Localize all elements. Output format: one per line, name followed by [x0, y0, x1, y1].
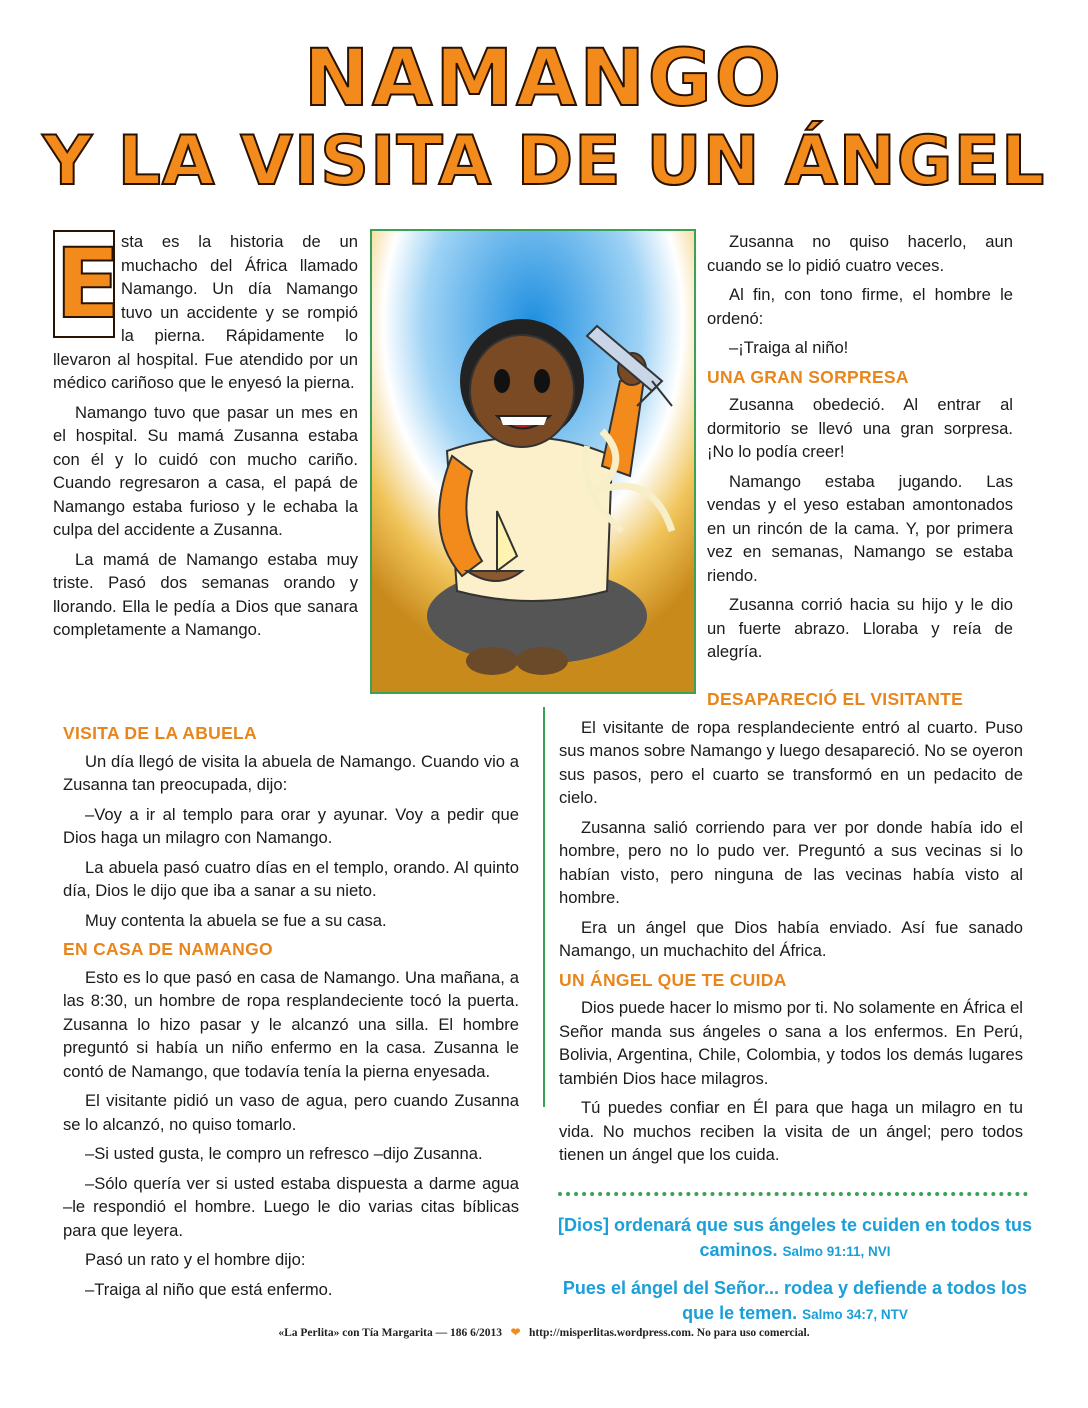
paragraph: –Traiga al niño que está enfermo.: [85, 1279, 333, 1299]
paragraph: Zusanna salió corriendo para ver por donde había ido el hombre, pero no lo pudo ver. Preguntó a sus vecinas si lo habían visto, pero ninguna de las vecinas había visto al hombre.: [559, 817, 1023, 907]
paragraph: –Si usted gusta, le compro un refresco –dijo Zusanna.: [85, 1144, 483, 1163]
verse-reference: Salmo 34:7, NTV: [802, 1307, 908, 1322]
paragraph: Pasó un rato y el hombre dijo:: [85, 1250, 306, 1269]
heart-icon: ❤: [510, 1327, 521, 1339]
namango-illustration: [370, 229, 696, 694]
verse-text: [Dios] ordenará que sus ángeles te cuiden en todos tus caminos.: [557, 1215, 1033, 1260]
paragraph: Zusanna obedeció. Al entrar al dormitorio se llevó una gran sorpresa. ¡No lo podía creer!: [707, 395, 1013, 461]
verse-text: Pues el ángel del Señor... rodea y defiende a todos los que le temen.: [562, 1278, 1028, 1323]
right-top-column: [707, 230, 1013, 670]
section-heading: EN CASA DE NAMANGO: [63, 939, 273, 959]
paragraph: El visitante de ropa resplandeciente entró al cuarto. Puso sus manos sobre Namango y luego desapareció. No se oyeron sus pasos, pero el cuarto se transformó en un pedacito de cielo.: [559, 717, 1023, 807]
column-divider: [543, 707, 545, 1107]
paragraph: La mamá de Namango estaba muy triste. Pasó dos semanas orando y llorando. Ella le pedía a Dios que sanara completamente a Namango.: [53, 549, 358, 639]
footer: [0, 1325, 1088, 1339]
section-heading: DESAPARECIÓ EL VISITANTE: [707, 689, 964, 709]
paragraph: –Sólo quería ver si usted estaba dispuesta a darme agua –le respondió el hombre. Luego le dio varias citas bíblicas para que leyera.: [63, 1173, 519, 1240]
left-lower-column: [63, 716, 519, 1307]
paragraph: sta es la historia de un muchacho del África llamado Namango. Un día Namango tuvo un accidente y se rompió la pierna. Rápidamente lo llevaron al hospital. Fue atendido por un médico cariñoso que le enyesó la pierna.: [53, 232, 358, 392]
paragraph: La abuela pasó cuatro días en el templo, orando. Al quinto día, Dios le dijo que iba a sanar a su nieto.: [63, 857, 519, 900]
drop-cap: E: [55, 228, 121, 340]
boy-drawing: [372, 231, 694, 692]
paragraph: Namango tuvo que pasar un mes en el hospital. Su mamá Zusanna estaba con él y lo cuidó con mucho cariño. Cuando regresaron a casa, el papá de Namango estaba furioso y le echaba la culpa del accidente a Zusanna.: [53, 402, 358, 539]
title-line-2: Y LA VISITA DE UN ÁNGEL: [42, 122, 1046, 201]
paragraph: Muy contenta la abuela se fue a su casa.: [85, 910, 387, 930]
paragraph: Zusanna corrió hacia su hijo y le dio un fuerte abrazo. Lloraba y reía de alegría.: [707, 595, 1013, 661]
verse-reference: Salmo 91:11, NVI: [782, 1244, 891, 1259]
section-heading: UN ÁNGEL QUE TE CUIDA: [559, 969, 787, 990]
paragraph: Namango estaba jugando. Las vendas y el yeso estaban amontonados en un rincón de la cama. Y, por primera vez en semanas, Namango se estaba riendo.: [707, 471, 1013, 585]
section-heading: VISITA DE LA ABUELA: [63, 723, 257, 743]
paragraph: Zusanna no quiso hacerlo, aun cuando se lo pidió cuatro veces.: [707, 232, 1013, 275]
paragraph: Tú puedes confiar en Él para que haga un milagro en tu vida. No muchos reciben la visita de un ángel; pero todos tienen un ángel que los cuida.: [559, 1098, 1023, 1164]
paragraph: El visitante pidió un vaso de agua, pero cuando Zusanna se lo alcanzó, no quiso tomarlo.: [63, 1091, 519, 1134]
paragraph: Esto es lo que pasó en casa de Namango. Una mañana, a las 8:30, un hombre de ropa resplandeciente tocó la puerta. Zusanna lo hizo pasar y le alcanzó una silla. El hombre preguntó si había un niño enfermo en la casa. Zusanna le contó de Namango, que todavía tenía la pierna enyesada.: [63, 967, 519, 1081]
section-heading: UNA GRAN SORPRESA: [707, 366, 909, 387]
paragraph: –Voy a ir al templo para orar y ayunar. Voy a pedir que Dios haga un milagro con Namango.: [63, 804, 519, 847]
paragraph: Era un ángel que Dios había enviado. Así fue sanado Namango, un muchachito del África.: [559, 917, 1023, 960]
paragraph: Al fin, con tono firme, el hombre le ordenó:: [707, 285, 1013, 328]
bible-verse-1: [556, 1213, 1034, 1264]
dotted-divider: [558, 1192, 1028, 1196]
footer-credit: «La Perlita» con Tía Margarita — 186 6/2013: [278, 1327, 503, 1339]
paragraph: –¡Traiga al niño!: [729, 338, 849, 357]
bible-verse-2: [556, 1276, 1034, 1327]
right-lower-column: [559, 682, 1023, 1173]
footer-url: http://misperlitas.wordpress.com. No para uso comercial.: [528, 1327, 810, 1339]
left-top-column: [53, 230, 358, 648]
paragraph: Un día llegó de visita la abuela de Namango. Cuando vio a Zusanna tan preocupada, dijo:: [63, 751, 519, 794]
paragraph: Dios puede hacer lo mismo por ti. No solamente en África el Señor manda sus ángeles o sana a los enfermos. En Perú, Bolivia, Argentina, Chile, Colombia, y todos los demás lugares también Dios hace milagros.: [559, 998, 1023, 1088]
title-line-1: NAMANGO: [303, 34, 785, 124]
